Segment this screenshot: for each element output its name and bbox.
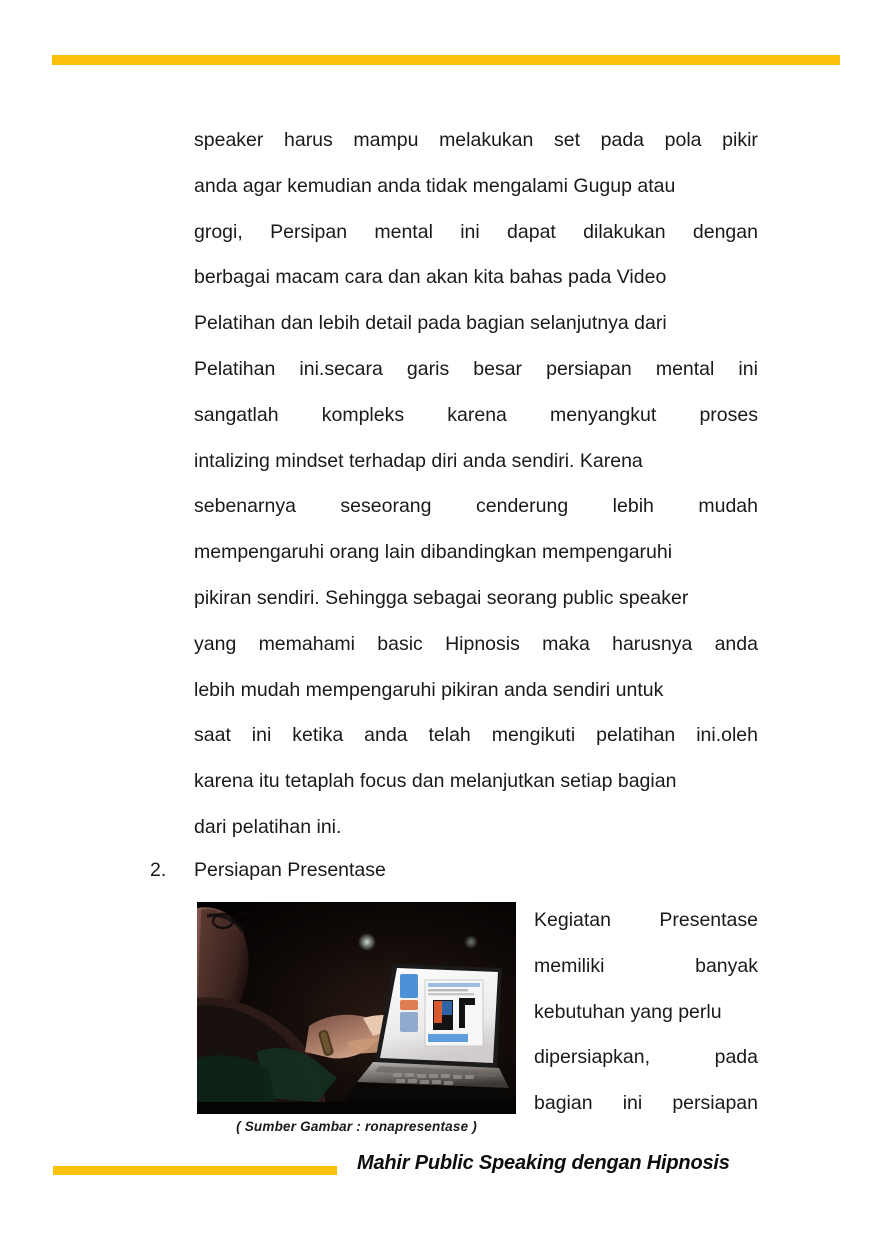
text-run: besar bbox=[473, 357, 523, 380]
text-run: lebih bbox=[612, 495, 654, 518]
text-run: Pelatihan bbox=[194, 357, 276, 380]
text-run: dilakukan bbox=[583, 220, 666, 243]
text-run: garis bbox=[406, 357, 450, 380]
text-run: seseorang bbox=[340, 495, 432, 518]
text-run: pada bbox=[600, 129, 645, 151]
list-item bbox=[150, 853, 760, 887]
text-line bbox=[534, 1035, 758, 1081]
text-line bbox=[194, 164, 758, 210]
text-run: anda bbox=[714, 632, 758, 655]
text-line bbox=[194, 439, 758, 485]
text-run: ini bbox=[460, 220, 480, 243]
text-run: dipersiapkan, bbox=[534, 1046, 650, 1069]
list-item-number: 2. bbox=[150, 859, 167, 881]
figure-caption: ( Sumber Gambar : ronapresentase ) bbox=[236, 1119, 477, 1134]
text-run: Pelatihan dan lebih detail pada bagian selanjutnya dari bbox=[194, 312, 667, 335]
text-run: kompleks bbox=[321, 403, 405, 426]
text-run: anda agar kemudian anda tidak mengalami Gugup atau bbox=[194, 174, 676, 197]
text-run: grogi, bbox=[194, 220, 243, 243]
text-line bbox=[194, 255, 758, 301]
text-run: mempengaruhi orang lain dibandingkan mempengaruhi bbox=[194, 541, 673, 564]
text-run: mengikuti bbox=[491, 724, 576, 747]
text-line bbox=[534, 1081, 758, 1127]
text-run: intalizing mindset terhadap diri anda sendiri. Karena bbox=[194, 449, 643, 472]
text-line bbox=[194, 576, 758, 622]
text-run: ini bbox=[738, 357, 758, 380]
text-run: mudah bbox=[698, 495, 758, 518]
text-run: Kegiatan bbox=[534, 909, 611, 931]
text-line bbox=[194, 210, 758, 256]
text-run: sebenarnya bbox=[194, 495, 296, 518]
text-run: anda bbox=[364, 724, 408, 747]
text-run: pikir bbox=[722, 129, 758, 151]
header-accent-rule bbox=[52, 55, 840, 65]
text-run: Presentase bbox=[659, 909, 758, 931]
figure bbox=[197, 902, 516, 1134]
text-run: harusnya bbox=[612, 632, 693, 655]
text-run: kebutuhan yang perlu bbox=[534, 1000, 722, 1023]
list-item-label: Persiapan Presentase bbox=[194, 859, 386, 881]
text-run: saat bbox=[194, 724, 231, 747]
body-paragraph bbox=[194, 118, 758, 851]
text-line bbox=[194, 484, 758, 530]
text-line bbox=[534, 990, 758, 1036]
text-line bbox=[194, 393, 758, 439]
text-line bbox=[534, 944, 758, 990]
text-run: harus bbox=[284, 129, 333, 151]
side-column-paragraph bbox=[534, 898, 758, 1127]
text-run: ini bbox=[622, 1092, 643, 1115]
text-run: yang bbox=[194, 632, 237, 655]
text-line bbox=[194, 301, 758, 347]
text-line bbox=[194, 668, 758, 714]
text-run: dengan bbox=[692, 220, 758, 243]
text-run: pola bbox=[664, 129, 702, 151]
text-run: Hipnosis bbox=[445, 632, 520, 655]
text-line bbox=[194, 530, 758, 576]
text-run: speaker bbox=[194, 129, 264, 151]
text-run: ketika bbox=[292, 724, 344, 747]
text-run: set bbox=[554, 129, 581, 151]
text-run: maka bbox=[542, 632, 590, 655]
text-run: pikiran sendiri. Sehingga sebagai seorang public speaker bbox=[194, 586, 689, 609]
photo-illustration bbox=[197, 902, 516, 1114]
text-run: ini.oleh bbox=[696, 724, 758, 747]
text-line bbox=[194, 759, 758, 805]
text-run: mental bbox=[655, 357, 715, 380]
text-run: dapat bbox=[507, 220, 556, 243]
text-run: basic bbox=[377, 632, 423, 655]
text-run: berbagai macam cara dan akan kita bahas pada Video bbox=[194, 266, 667, 289]
presentation-photo bbox=[197, 902, 516, 1114]
text-run: sangatlah bbox=[194, 403, 279, 426]
text-run: memahami bbox=[258, 632, 356, 655]
text-run: pelatihan bbox=[596, 724, 676, 747]
text-run: cenderung bbox=[476, 495, 569, 518]
text-run: menyangkut bbox=[550, 403, 657, 426]
text-line bbox=[194, 118, 758, 164]
text-run: banyak bbox=[695, 954, 758, 977]
text-run: ini.secara bbox=[299, 357, 383, 380]
text-run: mental bbox=[374, 220, 433, 243]
text-run: Persipan bbox=[270, 220, 348, 243]
text-line bbox=[194, 622, 758, 668]
text-run: mampu bbox=[353, 129, 419, 151]
text-run: persiapan bbox=[546, 357, 632, 380]
text-run: proses bbox=[699, 403, 758, 426]
text-run: karena itu tetaplah focus dan melanjutkan setiap bagian bbox=[194, 770, 677, 793]
text-run: bagian bbox=[534, 1092, 593, 1115]
text-run: pada bbox=[714, 1046, 758, 1069]
text-line bbox=[194, 713, 758, 759]
footer-title: Mahir Public Speaking dengan Hipnosis bbox=[357, 1152, 730, 1174]
text-line bbox=[194, 347, 758, 393]
text-run: persiapan bbox=[672, 1092, 758, 1115]
text-line bbox=[534, 898, 758, 944]
text-run: melakukan bbox=[439, 129, 534, 151]
text-run: memiliki bbox=[534, 954, 605, 977]
text-run: karena bbox=[447, 403, 507, 426]
text-run: ini bbox=[251, 724, 272, 747]
text-run: telah bbox=[428, 724, 471, 747]
text-line bbox=[194, 805, 758, 851]
text-run: lebih mudah mempengaruhi pikiran anda sendiri untuk bbox=[194, 678, 664, 701]
text-run: dari pelatihan ini. bbox=[194, 815, 342, 838]
footer-accent-rule bbox=[53, 1166, 337, 1175]
